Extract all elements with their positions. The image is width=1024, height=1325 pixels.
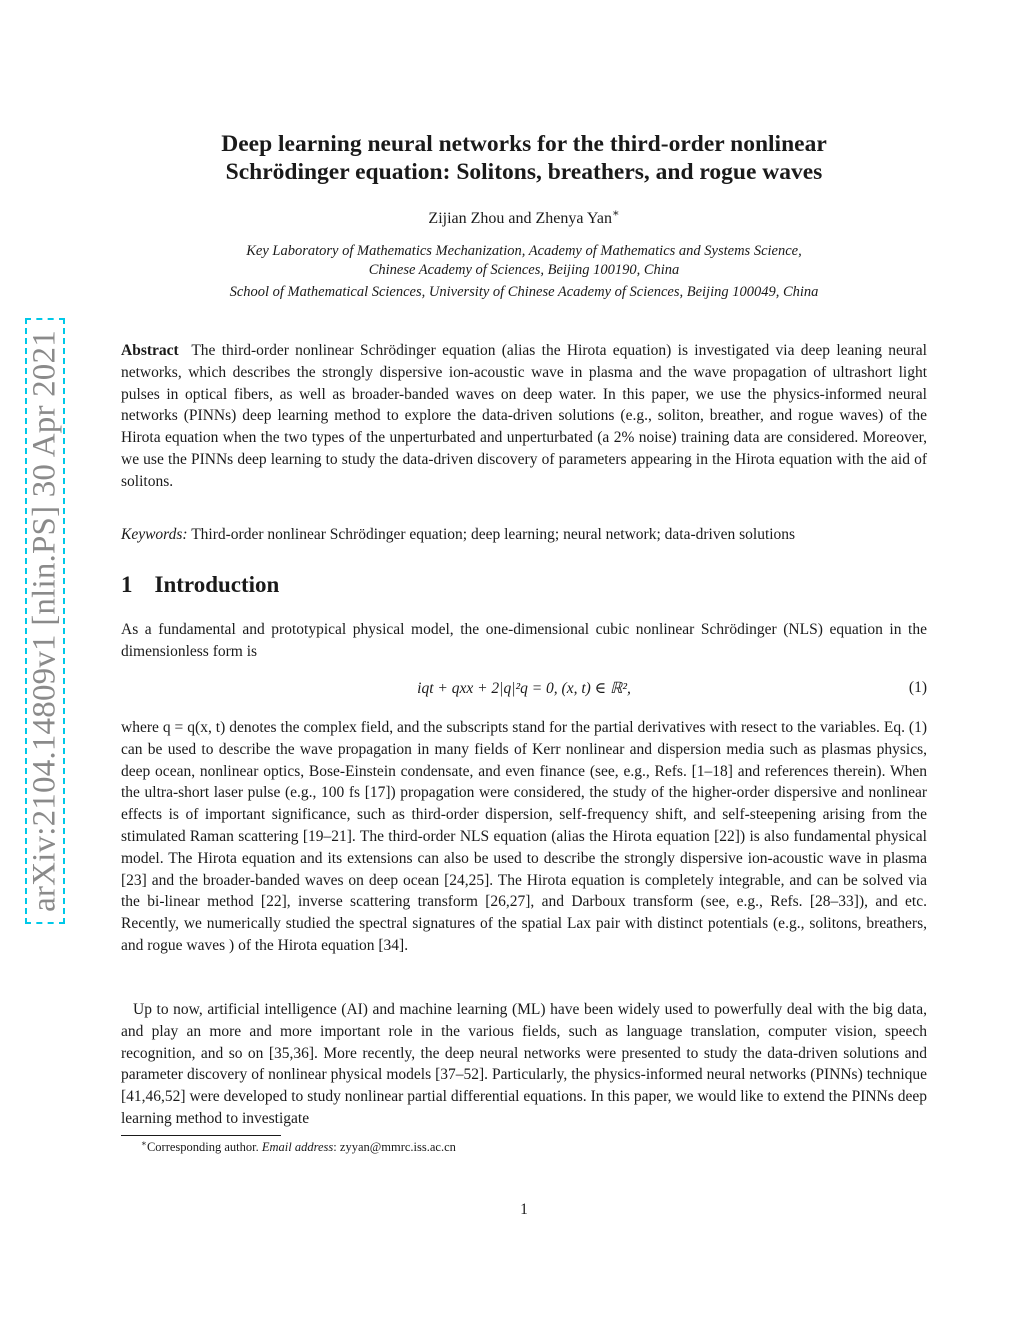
intro-paragraph-1: As a fundamental and prototypical physical model, the one-dimensional cubic nonlinear Schrödinger (NLS) equation in the dimensionless form is [121, 621, 927, 660]
footnote-label: Corresponding author. [146, 1140, 259, 1154]
title-line-2: Schrödinger equation: Solitons, breathers, and rogue waves [225, 159, 823, 185]
keywords-text: Third-order nonlinear Schrödinger equation; deep learning; neural network; data-driven solutions [191, 526, 796, 543]
equation-number: (1) [908, 679, 927, 696]
footnote-email-label: Email address [261, 1140, 334, 1154]
intro-paragraph-2: where q = q(x, t) denotes the complex field, and the subscripts stand for the partial derivatives with resect to the variables. Eq. (1) can be used to describe the wave propagation in many fields of Kerr nonlinear and dispersion media such as plasmas physics, deep ocean, nonlinear optics, Bose-Einstein condensate, and even finance (see, e.g., Refs. [1–18] and references therein). When the ultra-short laser pulse (e.g., 100 fs [17]) propagation were considered, the study of the higher-order dispersive and nonlinear effects is of important significance, such as third-order dispersion, self-frequency shift, and self-steepening arising from the stimulated Raman scattering [19–21]. The third-order NLS equation (alias the Hirota equation [22]) is also fundamental physical model. The Hirota equation and its extensions can also be used to describe the strongly dispersive ion-acoustic wave in plasma [23] and the broader-banded waves on deep ocean [24,25]. The Hirota equation is completely integrable, and can be solved via the bi-linear method [22], inverse scattering transform [26,27], and Darboux transform (see, e.g., Refs. [28–33]), and etc. Recently, we numerically studied the spectral signatures of the spatial Lax pair with distinct potentials (e.g., solitons, breathers, and rogue waves ) of the Hirota equation [34]. [121, 719, 927, 954]
section-title: Introduction [154, 572, 280, 597]
equation-body: iqt + qxx + 2|q|²q = 0, (x, t) ∈ ℝ², [417, 680, 631, 697]
intro-paragraph-3: Up to now, artificial intelligence (AI) and machine learning (ML) have been widely used to powerfully deal with the big data, and play an more and more important role in the various fields, such as language translation, computer vision, speech recognition, and so on [35,36]. More recently, the deep neural networks were presented to study the data-driven solutions and parameter discovery of nonlinear physical models [37–52]. Particularly, the physics-informed neural networks (PINNs) technique [41,46,52] were developed to study nonlinear partial differential equations. In this paper, we would like to extend the PINNs deep learning method to investigate [121, 1001, 927, 1127]
footnote-email[interactable]: : zyyan@mmrc.iss.ac.cn [333, 1140, 456, 1154]
affiliation-1-line-a: Key Laboratory of Mathematics Mechanization, Academy of Mathematics and Systems Science, [246, 243, 802, 259]
footnote-rule [121, 1135, 281, 1136]
affiliation-1 [100, 242, 948, 280]
footnote [141, 1137, 456, 1155]
corresponding-author-mark: ∗ [611, 207, 620, 220]
author-list [120, 207, 928, 228]
arxiv-stamp-text: arXiv:2104.14809v1 [nlin.PS] 30 Apr 2021 [26, 330, 63, 912]
section-heading [121, 572, 279, 598]
affiliation-1-line-b: Chinese Academy of Sciences, Beijing 100190, China [368, 262, 680, 278]
keywords [121, 526, 927, 544]
page-number: 1 [520, 1201, 528, 1218]
abstract-label: Abstract [121, 342, 179, 359]
section-number: 1 [121, 572, 133, 597]
paper-title [120, 130, 928, 186]
abstract [121, 340, 927, 493]
affiliation-2: School of Mathematical Sciences, University of Chinese Academy of Sciences, Beijing 100049, China [229, 284, 819, 300]
abstract-text: The third-order nonlinear Schrödinger equation (alias the Hirota equation) is investigated via deep leaning neural networks, which describes the strongly dispersive ion-acoustic wave in plasma and the wave propagation of ultrashort light pulses in optical fibers, as well as broader-banded waves on deep water. In this paper, we use the physics-informed neural networks (PINNs) deep learning method to explore the data-driven solutions (e.g., soliton, breather, and rogue waves) of the Hirota equation when the two types of the unperturbated and unperturbated (a 2% noise) training data are considered. Moreover, we use the PINNs deep learning to study the data-driven discovery of parameters appearing in the Hirota equation with the aid of solitons. [121, 342, 927, 490]
title-line-1: Deep learning neural networks for the third-order nonlinear [221, 131, 827, 157]
authors-text: Zijian Zhou and Zhenya Yan [428, 210, 612, 227]
footnote-mark: ∗ [141, 1137, 147, 1148]
keywords-label: Keywords: [121, 526, 188, 543]
